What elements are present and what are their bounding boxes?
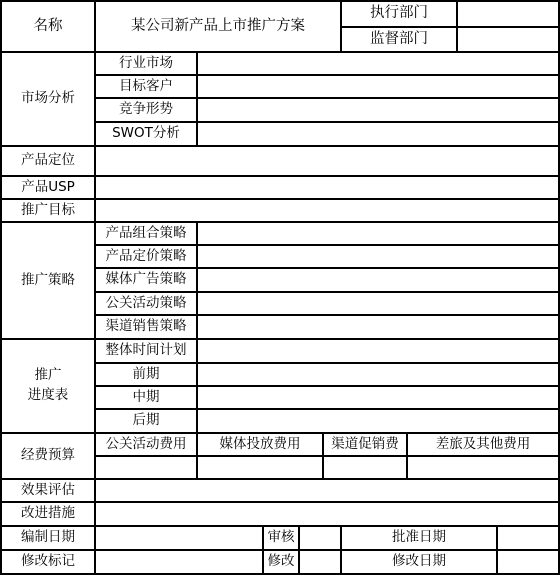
market-analysis-item: 竞争形势 — [96, 99, 196, 121]
name-label: 名称 — [2, 2, 94, 51]
review-label: 审核 — [264, 527, 298, 549]
goal-label: 推广目标 — [2, 200, 94, 221]
schedule-item: 中期 — [96, 387, 196, 408]
compile-date-field[interactable] — [96, 527, 262, 549]
revise-date-label: 修改日期 — [342, 551, 496, 573]
strategy-item: 产品定价策略 — [96, 246, 196, 267]
budget-value-field[interactable] — [96, 457, 196, 478]
revise-field[interactable] — [300, 551, 340, 573]
review-field[interactable] — [300, 527, 340, 549]
budget-value-field[interactable] — [408, 457, 558, 478]
strategy-item: 渠道销售策略 — [96, 316, 196, 338]
supervise-dept-label: 监督部门 — [342, 28, 456, 51]
schedule-field[interactable] — [198, 340, 558, 362]
revise-mark-label: 修改标记 — [2, 551, 94, 573]
strategy-field[interactable] — [198, 293, 558, 314]
approve-date-label: 批准日期 — [342, 527, 496, 549]
strategy-field[interactable] — [198, 223, 558, 244]
schedule-label — [2, 340, 94, 432]
budget-column-header: 公关活动费用 — [96, 434, 196, 455]
budget-column-header: 媒体投放费用 — [198, 434, 322, 455]
improvement-label: 改进措施 — [2, 503, 94, 525]
approve-date-field[interactable] — [498, 527, 558, 549]
positioning-label: 产品定位 — [2, 147, 94, 175]
goal-field[interactable] — [96, 200, 558, 221]
strategy-item: 公关活动策略 — [96, 293, 196, 314]
budget-column-header: 差旅及其他费用 — [408, 434, 558, 455]
exec-dept-field[interactable] — [458, 2, 558, 26]
strategy-item: 产品组合策略 — [96, 223, 196, 244]
strategy-item: 媒体广告策略 — [96, 269, 196, 291]
supervise-dept-field[interactable] — [458, 28, 558, 51]
revise-mark-field[interactable] — [96, 551, 262, 573]
evaluation-field[interactable] — [96, 480, 558, 501]
positioning-field[interactable] — [96, 147, 558, 175]
schedule-field[interactable] — [198, 387, 558, 408]
market-analysis-item: 目标客户 — [96, 76, 196, 97]
usp-field[interactable] — [96, 177, 558, 198]
strategy-field[interactable] — [198, 246, 558, 267]
market-analysis-field[interactable] — [198, 99, 558, 121]
schedule-field[interactable] — [198, 364, 558, 385]
compile-date-label: 编制日期 — [2, 527, 94, 549]
strategy-field[interactable] — [198, 269, 558, 291]
revise-label: 修改 — [264, 551, 298, 573]
budget-column-header: 渠道促销费 — [324, 434, 406, 455]
market-analysis-item: SWOT分析 — [96, 123, 196, 145]
schedule-item: 前期 — [96, 364, 196, 385]
evaluation-label: 效果评估 — [2, 480, 94, 501]
budget-label: 经费预算 — [2, 434, 94, 478]
strategy-label: 推广策略 — [2, 223, 94, 338]
market-analysis-field[interactable] — [198, 53, 558, 74]
schedule-label-line1: 推广 — [34, 367, 62, 384]
schedule-item: 整体时间计划 — [96, 340, 196, 362]
plan-title: 某公司新产品上市推广方案 — [96, 2, 340, 51]
budget-value-field[interactable] — [198, 457, 322, 478]
market-analysis-field[interactable] — [198, 76, 558, 97]
market-analysis-field[interactable] — [198, 123, 558, 145]
market-analysis-item: 行业市场 — [96, 53, 196, 74]
schedule-label-line2: 进度表 — [27, 387, 69, 403]
market-analysis-label: 市场分析 — [2, 53, 94, 145]
revise-date-field[interactable] — [498, 551, 558, 573]
exec-dept-label: 执行部门 — [342, 2, 456, 26]
budget-value-field[interactable] — [324, 457, 406, 478]
usp-label: 产品USP — [2, 177, 94, 198]
strategy-field[interactable] — [198, 316, 558, 338]
schedule-field[interactable] — [198, 410, 558, 432]
schedule-item: 后期 — [96, 410, 196, 432]
improvement-field[interactable] — [96, 503, 558, 525]
